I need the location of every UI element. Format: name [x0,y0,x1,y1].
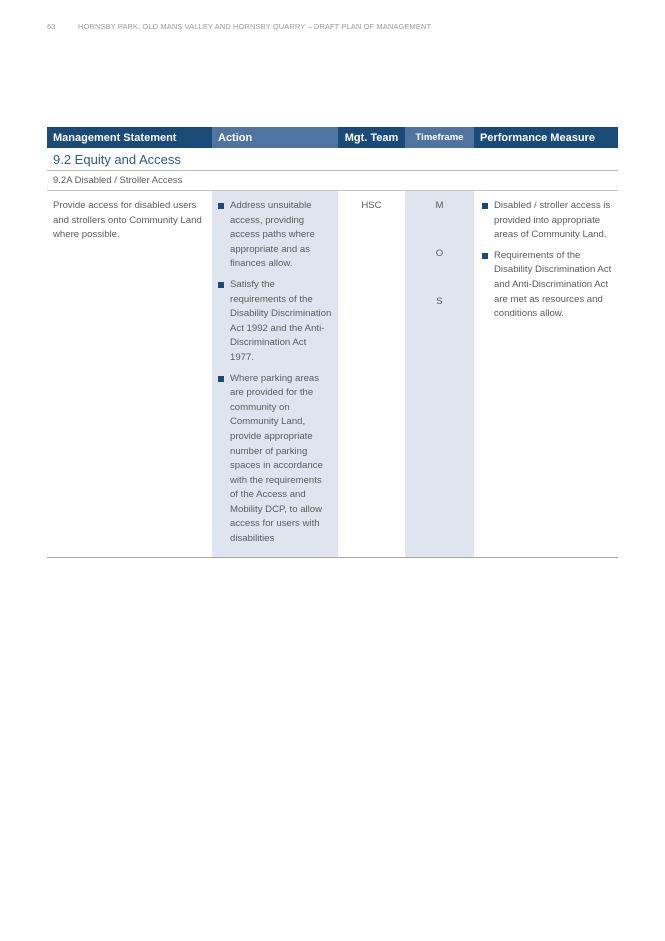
management-table-container [47,127,618,558]
performance-measure-item [481,199,612,243]
document-title: HORNSBY PARK, OLD MANS VALLEY AND HORNSBY QUARRY – DRAFT PLAN OF MANAGEMENT [78,22,432,31]
timeframe-value: M [435,200,444,211]
column-header-action: Action [212,127,338,148]
action-item [217,278,332,366]
column-header-management-statement: Management Statement [47,127,212,148]
page-number: 63 [47,22,56,31]
subsection-title: 9.2A Disabled / Stroller Access [47,171,618,191]
timeframe-value: O [435,247,444,259]
management-statement-cell: Provide access for disabled users and strollers onto Community Land where possible. [47,191,212,558]
column-header-mgt-team: Mgt. Team [338,127,405,148]
running-header [47,22,431,31]
action-item-text: Address unsuitable access, providing access paths where appropriate and as finances allow. [230,200,315,270]
action-list [217,199,332,547]
timeframe-cell [405,191,474,558]
section-title: 9.2 Equity and Access [47,148,618,171]
table-row [47,191,618,558]
column-header-timeframe: Timeframe [405,127,474,148]
square-bullet-icon [218,376,224,382]
action-item [217,372,332,547]
action-item [217,199,332,272]
performance-measure-cell [474,191,618,558]
action-cell [212,191,338,558]
management-table [47,127,618,558]
action-item-text: Where parking areas are provided for the community on Community Land, provide appropriate number of parking spaces in accordance with the requirements of the Access and Mobility DCP, to allow access for users with disabilities [230,372,323,545]
square-bullet-icon [482,203,488,209]
column-header-performance-measure: Performance Measure [474,127,618,148]
performance-measure-item [481,249,612,322]
square-bullet-icon [218,282,224,288]
table-header-row [47,127,618,148]
performance-measure-text: Requirements of the Disability Discrimination Act and Anti-Discrimination Act are met as resources and conditions allow. [494,249,612,320]
section-row [47,148,618,171]
subsection-row [47,171,618,191]
square-bullet-icon [482,253,488,259]
action-item-text: Satisfy the requirements of the Disability Discrimination Act 1992 and the Anti-Discrimination Act 1977. [230,278,332,363]
performance-measure-text: Disabled / stroller access is provided into appropriate areas of Community Land. [494,200,611,241]
square-bullet-icon [218,203,224,209]
timeframe-value: S [436,296,443,308]
mgt-team-cell: HSC [338,191,405,558]
timeframe-list [411,199,468,310]
performance-measure-list [481,199,612,322]
